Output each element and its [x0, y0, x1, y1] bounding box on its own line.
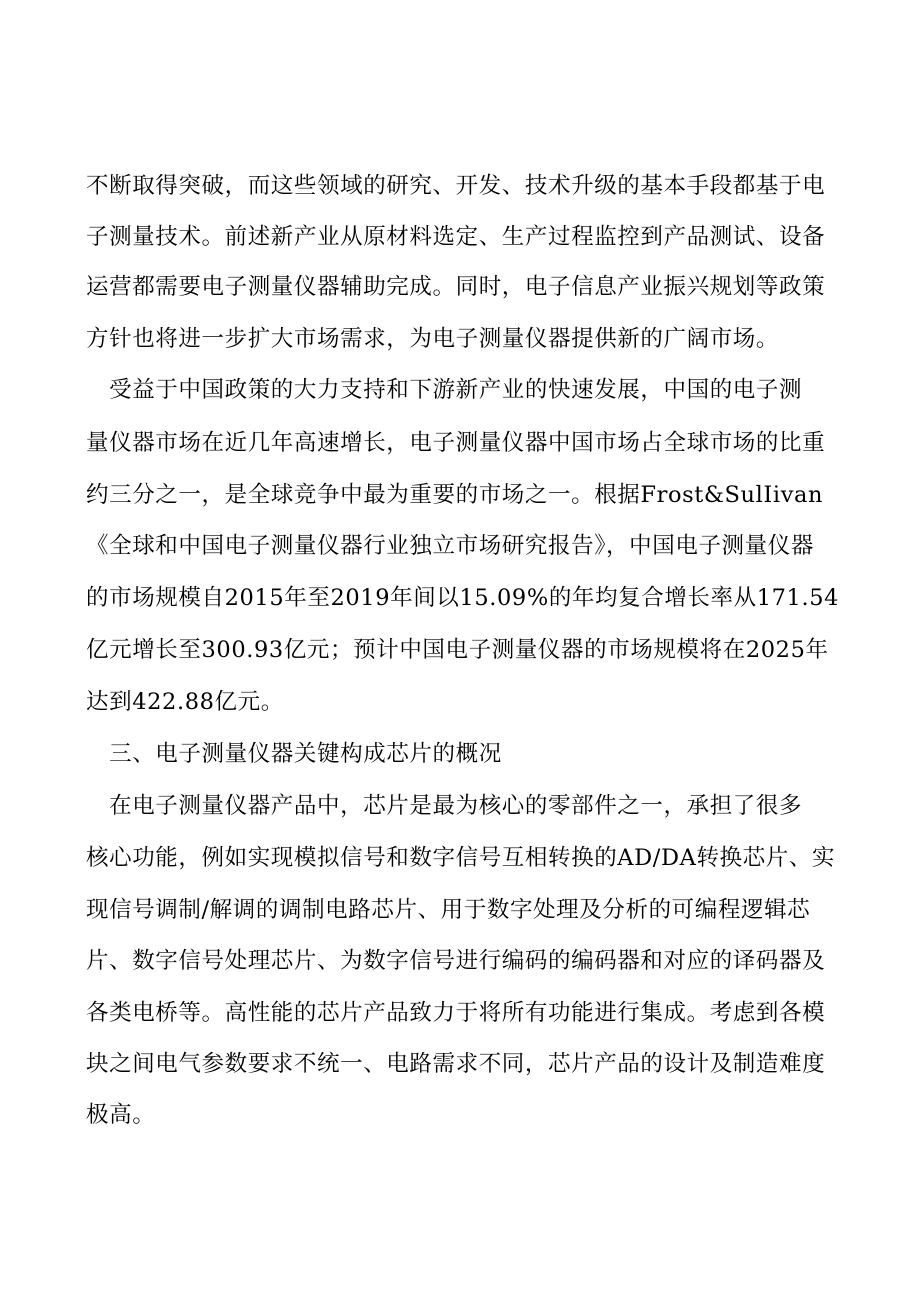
- paragraph-line: 量仪器市场在近几年高速增长，电子测量仪器中国市场占全球市场的比重: [86, 430, 826, 456]
- paragraph-line: 受益于中国政策的大力支持和下游新产业的快速发展，中国的电子测: [86, 377, 803, 403]
- paragraph-line: 现信号调制/解调的调制电路芯片、用于数字处理及分析的可编程逻辑芯: [86, 897, 811, 923]
- paragraph-line: 达到422.88亿元。: [86, 689, 284, 715]
- paragraph-line: 不断取得突破，而这些领域的研究、开发、技术升级的基本手段都基于电: [86, 173, 826, 199]
- paragraph-line: 约三分之一，是全球竞争中最为重要的市场之一。根据Frost&SulIivan: [86, 482, 824, 508]
- paragraph-line: 在电子测量仪器产品中，芯片是最为核心的零部件之一，承担了很多: [86, 793, 803, 819]
- paragraph-line: 核心功能，例如实现模拟信号和数字信号互相转换的AD/DA转换芯片、实: [86, 845, 836, 871]
- paragraph-line: 亿元增长至300.93亿元；预计中国电子测量仪器的市场规模将在2025年: [86, 637, 829, 663]
- paragraph-line: 极高。: [86, 1102, 156, 1128]
- paragraph-line: 片、数字信号处理芯片、为数字信号进行编码的编码器和对应的译码器及: [86, 948, 826, 974]
- paragraph-line: 的市场规模自2015年至2019年间以15.09%的年均复合增长率从171.54: [86, 585, 840, 611]
- paragraph-line: 块之间电气参数要求不统一、电路需求不同，芯片产品的设计及制造难度: [86, 1051, 826, 1077]
- paragraph-line: 《全球和中国电子测量仪器行业独立市场研究报告》，中国电子测量仪器: [86, 533, 814, 559]
- paragraph-line: 子测量技术。前述新产业从原材料选定、生产过程监控到产品测试、设备: [86, 224, 826, 250]
- paragraph-line: 运营都需要电子测量仪器辅助完成。同时，电子信息产业振兴规划等政策: [86, 274, 826, 300]
- paragraph-line: 方针也将进一步扩大市场需求，为电子测量仪器提供新的广阔市场。: [86, 326, 780, 352]
- section-heading: 三、电子测量仪器关键构成芯片的概况: [86, 741, 502, 767]
- paragraph-line: 各类电桥等。高性能的芯片产品致力于将所有功能进行集成。考虑到各模: [86, 1000, 826, 1026]
